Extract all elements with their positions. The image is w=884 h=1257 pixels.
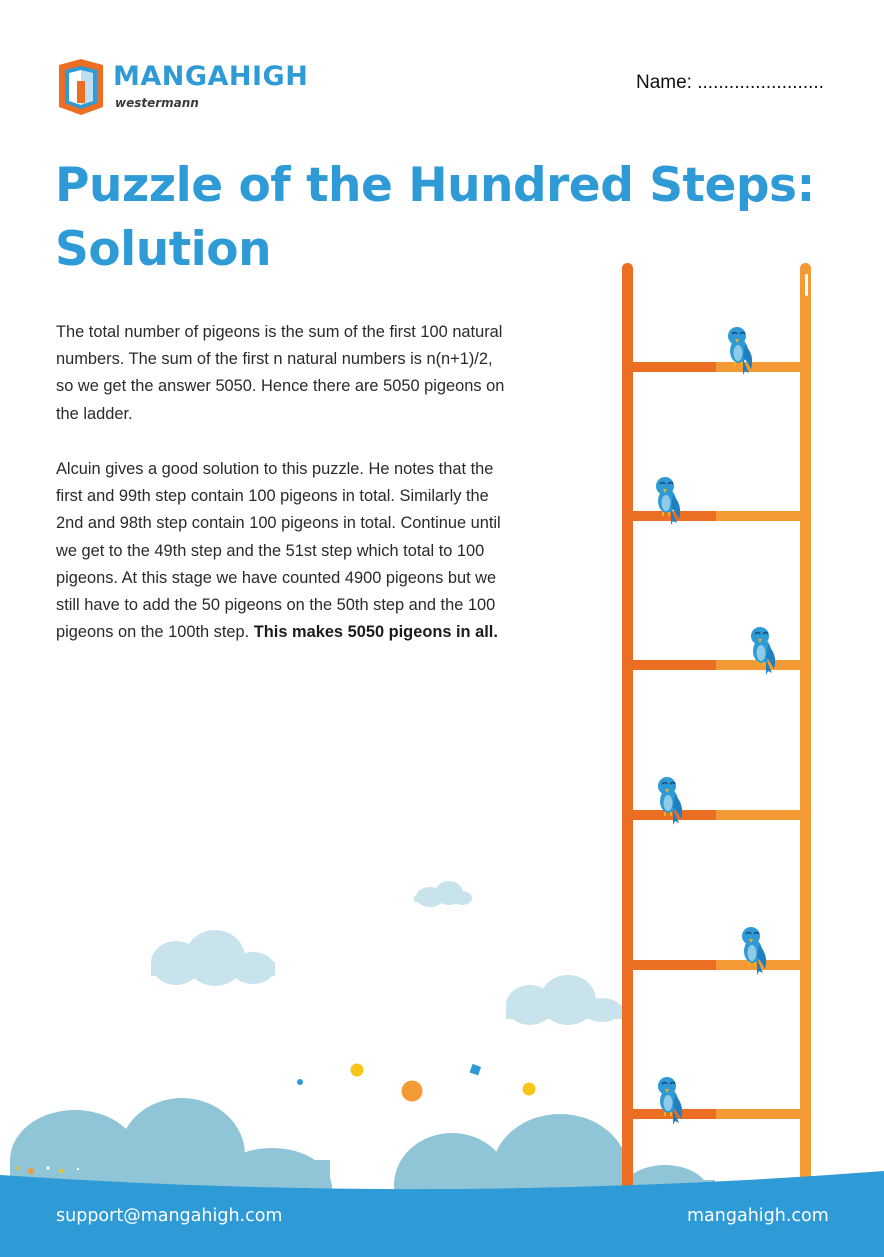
cloud-mid (506, 975, 622, 1025)
brand-name: MANGAHIGH (113, 61, 309, 92)
support-email-link[interactable]: support@mangahigh.com (56, 1206, 283, 1226)
brand-sub: westermann (115, 96, 199, 110)
cloud-small (414, 881, 472, 907)
ladder (622, 263, 811, 1203)
paragraph-2-text: Alcuin gives a good solution to this puzzle. He notes that the first and 99th step contain 100 pigeons in total. Similarly the 2nd and 98th step contain 100 pigeons in total. Continue until we get to the 49th step and the 51st step which total to 100 pigeons. At this stage we have counted 4900 pigeons but we still have to add the 50 pigeons on the 50th step and the 100 pigeons on the 100th step. (56, 460, 501, 642)
ladder-rungs (622, 362, 806, 1119)
footer (0, 1165, 884, 1257)
footer-dots-icon (0, 1165, 84, 1175)
name-field: Name: ........................ (636, 72, 824, 93)
paragraph-1: The total number of pigeons is the sum of the first 100 natural numbers. The sum of the first n natural numbers is n(n+1)/2, so we get the answer 5050. Hence there are 5050 pigeons on the ladder. (56, 323, 505, 423)
website-link[interactable]: mangahigh.com (687, 1206, 829, 1226)
paragraph-2-conclusion: This makes 5050 pigeons in all. (253, 623, 498, 642)
cloud-left (151, 930, 275, 986)
title-line-2: Solution (55, 222, 272, 277)
title-line-1: Puzzle of the Hundred Steps: (55, 158, 815, 213)
confetti (297, 1064, 536, 1102)
